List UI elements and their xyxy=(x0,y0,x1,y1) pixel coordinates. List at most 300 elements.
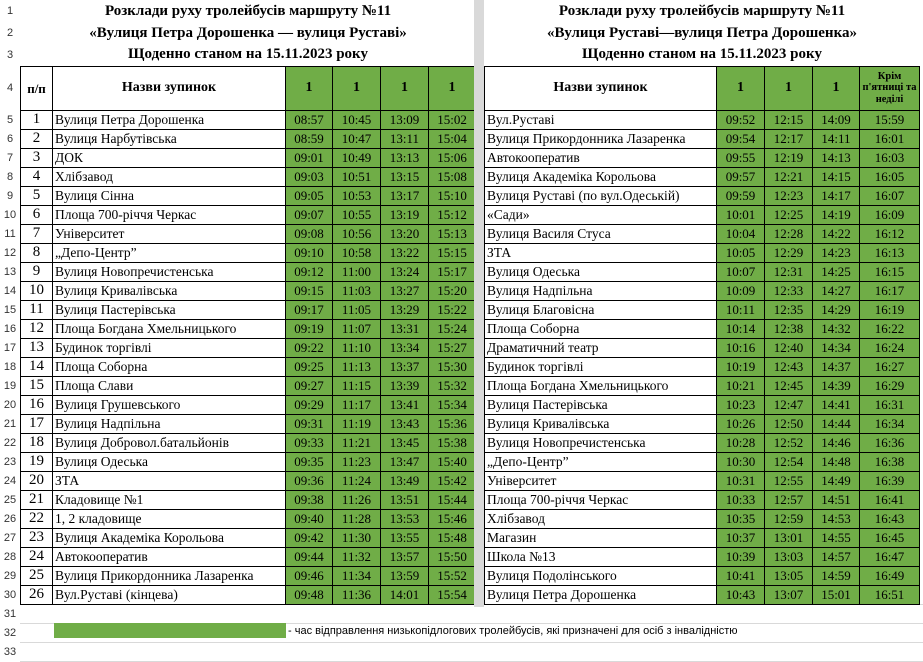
stop-number: 10 xyxy=(21,281,53,300)
row-number: 25 xyxy=(3,493,17,506)
departure-time: 13:31 xyxy=(381,319,429,338)
row-number: 23 xyxy=(3,455,17,468)
departure-time: 16:03 xyxy=(860,148,920,167)
departure-time: 09:12 xyxy=(286,262,333,281)
departure-time: 09:42 xyxy=(286,528,333,547)
right-col-stop-header: Назви зупинок xyxy=(485,66,717,110)
stop-name: Площа 700-річчя Черкас xyxy=(53,205,286,224)
stop-number: 23 xyxy=(21,528,53,547)
departure-time: 14:27 xyxy=(813,281,860,300)
departure-time: 10:21 xyxy=(717,376,765,395)
table-row xyxy=(485,357,920,376)
departure-time: 14:23 xyxy=(813,243,860,262)
table-row xyxy=(21,547,476,566)
departure-time: 13:37 xyxy=(381,357,429,376)
departure-time: 14:57 xyxy=(813,547,860,566)
departure-time: 15:24 xyxy=(429,319,476,338)
departure-time: 15:30 xyxy=(429,357,476,376)
stop-number: 26 xyxy=(21,585,53,604)
departure-time: 14:17 xyxy=(813,186,860,205)
stop-name: Вулиця Петра Дорошенка xyxy=(53,110,286,129)
stop-name: Вулиця Одеська xyxy=(485,262,717,281)
departure-time: 15:04 xyxy=(429,129,476,148)
right-schedule-table xyxy=(484,0,920,605)
departure-time: 13:09 xyxy=(381,110,429,129)
table-row xyxy=(21,357,476,376)
row-number: 12 xyxy=(3,246,17,259)
departure-time: 15:02 xyxy=(429,110,476,129)
departure-time: 16:41 xyxy=(860,490,920,509)
departure-time: 15:06 xyxy=(429,148,476,167)
departure-time: 10:26 xyxy=(717,414,765,433)
departure-time: 14:41 xyxy=(813,395,860,414)
departure-time: 14:59 xyxy=(813,566,860,585)
stop-name: Вулиця Сінна xyxy=(53,186,286,205)
stop-number: 9 xyxy=(21,262,53,281)
stop-number: 4 xyxy=(21,167,53,186)
row-number: 19 xyxy=(3,379,17,392)
departure-time: 16:19 xyxy=(860,300,920,319)
table-row xyxy=(485,433,920,452)
stop-name: Площа Соборна xyxy=(53,357,286,376)
departure-time: 12:59 xyxy=(765,509,813,528)
stop-name: „Депо-Центр” xyxy=(53,243,286,262)
departure-time: 14:11 xyxy=(813,129,860,148)
stop-name: Вул.Руставі (кінцева) xyxy=(53,585,286,604)
row-number: 3 xyxy=(6,49,14,61)
departure-time: 12:35 xyxy=(765,300,813,319)
table-row xyxy=(21,528,476,547)
right-title: Розклади руху тролейбусів маршруту №11 xyxy=(558,2,846,19)
table-row xyxy=(485,452,920,471)
departure-time: 10:43 xyxy=(717,585,765,604)
departure-time: 16:27 xyxy=(860,357,920,376)
departure-time: 16:36 xyxy=(860,433,920,452)
table-row xyxy=(21,585,476,604)
row-number: 16 xyxy=(3,322,17,335)
departure-time: 12:28 xyxy=(765,224,813,243)
table-row xyxy=(485,262,920,281)
stop-name: Вулиця Одеська xyxy=(53,452,286,471)
departure-time: 16:43 xyxy=(860,509,920,528)
stop-name: Вулиця Новопречистенська xyxy=(53,262,286,281)
table-row xyxy=(21,471,476,490)
departure-time: 10:33 xyxy=(717,490,765,509)
departure-time: 15:59 xyxy=(860,110,920,129)
table-row xyxy=(485,319,920,338)
departure-time: 11:26 xyxy=(333,490,381,509)
departure-time: 16:12 xyxy=(860,224,920,243)
departure-time: 10:04 xyxy=(717,224,765,243)
departure-time: 14:25 xyxy=(813,262,860,281)
departure-time: 14:09 xyxy=(813,110,860,129)
right-col-trip-header: 1 xyxy=(717,66,765,110)
stop-name: Площа Богдана Хмельницького xyxy=(485,376,717,395)
left-schedule-table xyxy=(20,0,476,605)
row-number: 13 xyxy=(3,265,17,278)
departure-time: 16:15 xyxy=(860,262,920,281)
table-row xyxy=(485,509,920,528)
stop-name: Автокооператив xyxy=(485,148,717,167)
departure-time: 09:25 xyxy=(286,357,333,376)
departure-time: 12:23 xyxy=(765,186,813,205)
departure-time: 16:34 xyxy=(860,414,920,433)
table-row xyxy=(21,243,476,262)
stop-name: Школа №13 xyxy=(485,547,717,566)
departure-time: 13:49 xyxy=(381,471,429,490)
table-row xyxy=(485,376,920,395)
departure-time: 11:13 xyxy=(333,357,381,376)
stop-name: «Сади» xyxy=(485,205,717,224)
departure-time: 13:34 xyxy=(381,338,429,357)
stop-name: Вулиця Добровол.батальйонів xyxy=(53,433,286,452)
stop-number: 24 xyxy=(21,547,53,566)
departure-time: 10:07 xyxy=(717,262,765,281)
table-row xyxy=(485,547,920,566)
table-row xyxy=(485,224,920,243)
departure-time: 11:10 xyxy=(333,338,381,357)
departure-time: 13:45 xyxy=(381,433,429,452)
table-row xyxy=(21,281,476,300)
departure-time: 13:20 xyxy=(381,224,429,243)
departure-time: 11:17 xyxy=(333,395,381,414)
table-row xyxy=(485,167,920,186)
stop-name: Університет xyxy=(53,224,286,243)
stop-name: Вулиця Прикордонника Лазаренка xyxy=(485,129,717,148)
right-route-direction: «Вулиця Руставі—вулиця Петра Дорошенка» xyxy=(547,24,857,41)
departure-time: 10:14 xyxy=(717,319,765,338)
departure-time: 13:27 xyxy=(381,281,429,300)
departure-time: 16:05 xyxy=(860,167,920,186)
stop-name: ЗТА xyxy=(485,243,717,262)
departure-time: 16:17 xyxy=(860,281,920,300)
departure-time: 15:44 xyxy=(429,490,476,509)
departure-time: 11:32 xyxy=(333,547,381,566)
table-row xyxy=(21,395,476,414)
table-row xyxy=(485,110,920,129)
departure-time: 16:38 xyxy=(860,452,920,471)
stop-number: 7 xyxy=(21,224,53,243)
stop-number: 20 xyxy=(21,471,53,490)
table-row xyxy=(21,452,476,471)
departure-time: 09:48 xyxy=(286,585,333,604)
left-route-direction: «Вулиця Петра Дорошенка — вулиця Руставі» xyxy=(89,24,407,41)
stop-name: Вулиця Академіка Корольова xyxy=(53,528,286,547)
departure-time: 12:55 xyxy=(765,471,813,490)
departure-time: 14:55 xyxy=(813,528,860,547)
stop-name: Хлібзавод xyxy=(53,167,286,186)
departure-time: 13:19 xyxy=(381,205,429,224)
departure-time: 16:09 xyxy=(860,205,920,224)
departure-time: 10:56 xyxy=(333,224,381,243)
stop-name: Драматичний театр xyxy=(485,338,717,357)
departure-time: 09:08 xyxy=(286,224,333,243)
row-number: 6 xyxy=(6,132,14,145)
stop-name: Вулиця Новопречистенська xyxy=(485,433,717,452)
departure-time: 12:38 xyxy=(765,319,813,338)
column-separator xyxy=(474,0,484,607)
left-col-stop-header: Назви зупинок xyxy=(53,66,286,110)
left-col-trip-header: 1 xyxy=(381,66,429,110)
stop-number: 18 xyxy=(21,433,53,452)
departure-time: 13:07 xyxy=(765,585,813,604)
departure-time: 14:37 xyxy=(813,357,860,376)
departure-time: 14:22 xyxy=(813,224,860,243)
table-row xyxy=(485,528,920,547)
departure-time: 15:08 xyxy=(429,167,476,186)
table-row xyxy=(21,300,476,319)
departure-time: 14:32 xyxy=(813,319,860,338)
stop-number: 15 xyxy=(21,376,53,395)
departure-time: 13:59 xyxy=(381,566,429,585)
departure-time: 16:45 xyxy=(860,528,920,547)
table-row xyxy=(21,148,476,167)
left-title: Розклади руху тролейбусів маршруту №11 xyxy=(104,2,392,19)
departure-time: 16:49 xyxy=(860,566,920,585)
departure-time: 14:13 xyxy=(813,148,860,167)
departure-time: 09:44 xyxy=(286,547,333,566)
stop-name: Вулиця Руставі (по вул.Одеській) xyxy=(485,186,717,205)
departure-time: 10:16 xyxy=(717,338,765,357)
stop-number: 19 xyxy=(21,452,53,471)
row-number: 4 xyxy=(6,82,14,94)
left-col-trip-header: 1 xyxy=(286,66,333,110)
departure-time: 16:24 xyxy=(860,338,920,357)
departure-time: 15:34 xyxy=(429,395,476,414)
row-number: 24 xyxy=(3,474,17,487)
row-number: 32 xyxy=(3,626,17,639)
departure-time: 16:39 xyxy=(860,471,920,490)
departure-time: 16:51 xyxy=(860,585,920,604)
departure-time: 09:07 xyxy=(286,205,333,224)
departure-time: 14:29 xyxy=(813,300,860,319)
departure-time: 10:28 xyxy=(717,433,765,452)
table-row xyxy=(485,243,920,262)
table-row xyxy=(21,509,476,528)
departure-time: 12:21 xyxy=(765,167,813,186)
departure-time: 13:24 xyxy=(381,262,429,281)
table-row xyxy=(21,414,476,433)
departure-time: 09:40 xyxy=(286,509,333,528)
departure-time: 12:17 xyxy=(765,129,813,148)
departure-time: 09:54 xyxy=(717,129,765,148)
stop-name: Університет xyxy=(485,471,717,490)
table-row xyxy=(21,129,476,148)
row-number: 8 xyxy=(6,170,14,183)
departure-time: 09:01 xyxy=(286,148,333,167)
stop-number: 2 xyxy=(21,129,53,148)
stop-name: Будинок торгівлі xyxy=(485,357,717,376)
departure-time: 11:03 xyxy=(333,281,381,300)
departure-time: 12:19 xyxy=(765,148,813,167)
left-col-trip-header: 1 xyxy=(429,66,476,110)
right-schedule xyxy=(484,0,920,605)
departure-time: 14:01 xyxy=(381,585,429,604)
stop-name: 1, 2 кладовище xyxy=(53,509,286,528)
departure-time: 13:39 xyxy=(381,376,429,395)
stop-name: Вулиця Благовісна xyxy=(485,300,717,319)
departure-time: 09:22 xyxy=(286,338,333,357)
departure-time: 11:28 xyxy=(333,509,381,528)
departure-time: 11:00 xyxy=(333,262,381,281)
departure-time: 09:36 xyxy=(286,471,333,490)
left-date-note: Щоденно станом на 15.11.2023 року xyxy=(128,46,368,63)
row-number: 30 xyxy=(3,588,17,601)
departure-time: 09:55 xyxy=(717,148,765,167)
table-row xyxy=(21,167,476,186)
departure-time: 08:59 xyxy=(286,129,333,148)
departure-time: 14:44 xyxy=(813,414,860,433)
row-number: 27 xyxy=(3,531,17,544)
departure-time: 14:49 xyxy=(813,471,860,490)
departure-time: 15:12 xyxy=(429,205,476,224)
departure-time: 15:40 xyxy=(429,452,476,471)
departure-time: 15:38 xyxy=(429,433,476,452)
departure-time: 13:51 xyxy=(381,490,429,509)
departure-time: 11:30 xyxy=(333,528,381,547)
right-date-note: Щоденно станом на 15.11.2023 року xyxy=(582,46,822,63)
table-row xyxy=(21,224,476,243)
departure-time: 10:39 xyxy=(717,547,765,566)
row-number: 18 xyxy=(3,360,17,373)
departure-time: 13:22 xyxy=(381,243,429,262)
departure-time: 13:43 xyxy=(381,414,429,433)
table-row xyxy=(21,110,476,129)
departure-time: 09:35 xyxy=(286,452,333,471)
departure-time: 13:03 xyxy=(765,547,813,566)
table-row xyxy=(21,262,476,281)
departure-time: 11:05 xyxy=(333,300,381,319)
stop-number: 13 xyxy=(21,338,53,357)
legend-color-swatch xyxy=(54,623,286,638)
departure-time: 12:45 xyxy=(765,376,813,395)
departure-time: 15:17 xyxy=(429,262,476,281)
row-number: 33 xyxy=(3,645,17,658)
departure-time: 10:23 xyxy=(717,395,765,414)
departure-time: 11:36 xyxy=(333,585,381,604)
stop-number: 25 xyxy=(21,566,53,585)
departure-time: 10:53 xyxy=(333,186,381,205)
stop-name: Вулиця Кривалівська xyxy=(485,414,717,433)
table-row xyxy=(485,471,920,490)
right-col-trip-header: 1 xyxy=(765,66,813,110)
departure-time: 12:54 xyxy=(765,452,813,471)
departure-time: 13:13 xyxy=(381,148,429,167)
stop-number: 8 xyxy=(21,243,53,262)
departure-time: 15:48 xyxy=(429,528,476,547)
departure-time: 12:25 xyxy=(765,205,813,224)
departure-time: 09:59 xyxy=(717,186,765,205)
stop-name: ЗТА xyxy=(53,471,286,490)
departure-time: 14:51 xyxy=(813,490,860,509)
right-col-exception-header: Крім п'ятниці та неділі xyxy=(860,66,920,110)
departure-time: 11:15 xyxy=(333,376,381,395)
table-row xyxy=(485,566,920,585)
departure-time: 09:38 xyxy=(286,490,333,509)
departure-time: 11:21 xyxy=(333,433,381,452)
left-col-number-header: п/п xyxy=(21,66,53,110)
departure-time: 09:31 xyxy=(286,414,333,433)
table-row xyxy=(21,490,476,509)
departure-time: 09:33 xyxy=(286,433,333,452)
departure-time: 16:31 xyxy=(860,395,920,414)
left-schedule xyxy=(20,0,476,605)
table-row xyxy=(21,319,476,338)
stop-name: Площа Слави xyxy=(53,376,286,395)
stop-number: 14 xyxy=(21,357,53,376)
departure-time: 16:47 xyxy=(860,547,920,566)
departure-time: 10:30 xyxy=(717,452,765,471)
stop-name: „Депо-Центр” xyxy=(485,452,717,471)
departure-time: 09:27 xyxy=(286,376,333,395)
table-row xyxy=(485,129,920,148)
stop-name: Вулиця Надпільна xyxy=(485,281,717,300)
stop-name: Площа Богдана Хмельницького xyxy=(53,319,286,338)
departure-time: 11:07 xyxy=(333,319,381,338)
departure-time: 15:27 xyxy=(429,338,476,357)
stop-name: Хлібзавод xyxy=(485,509,717,528)
departure-time: 09:29 xyxy=(286,395,333,414)
departure-time: 15:36 xyxy=(429,414,476,433)
table-row xyxy=(485,395,920,414)
table-row xyxy=(485,300,920,319)
table-row xyxy=(21,376,476,395)
row-number: 10 xyxy=(3,208,17,221)
departure-time: 12:52 xyxy=(765,433,813,452)
departure-time: 10:35 xyxy=(717,509,765,528)
departure-time: 15:54 xyxy=(429,585,476,604)
stop-number: 5 xyxy=(21,186,53,205)
departure-time: 15:32 xyxy=(429,376,476,395)
table-row xyxy=(21,186,476,205)
row-number: 31 xyxy=(3,607,17,620)
departure-time: 16:07 xyxy=(860,186,920,205)
row-number: 5 xyxy=(6,113,14,126)
stop-number: 17 xyxy=(21,414,53,433)
row-gridline xyxy=(20,642,923,643)
table-row xyxy=(485,338,920,357)
departure-time: 15:15 xyxy=(429,243,476,262)
departure-time: 12:57 xyxy=(765,490,813,509)
stop-name: Автокооператив xyxy=(53,547,286,566)
stop-name: Вулиця Грушевського xyxy=(53,395,286,414)
departure-time: 09:46 xyxy=(286,566,333,585)
departure-time: 13:57 xyxy=(381,547,429,566)
departure-time: 09:03 xyxy=(286,167,333,186)
departure-time: 13:41 xyxy=(381,395,429,414)
table-row xyxy=(485,490,920,509)
departure-time: 10:31 xyxy=(717,471,765,490)
stop-name: ДОК xyxy=(53,148,286,167)
stop-number: 11 xyxy=(21,300,53,319)
departure-time: 08:57 xyxy=(286,110,333,129)
departure-time: 09:15 xyxy=(286,281,333,300)
departure-time: 16:22 xyxy=(860,319,920,338)
departure-time: 10:51 xyxy=(333,167,381,186)
row-number: 2 xyxy=(6,27,14,39)
departure-time: 14:19 xyxy=(813,205,860,224)
row-number: 20 xyxy=(3,398,17,411)
departure-time: 15:13 xyxy=(429,224,476,243)
departure-time: 14:48 xyxy=(813,452,860,471)
departure-time: 11:34 xyxy=(333,566,381,585)
departure-time: 09:17 xyxy=(286,300,333,319)
stop-number: 3 xyxy=(21,148,53,167)
departure-time: 14:15 xyxy=(813,167,860,186)
row-number: 21 xyxy=(3,417,17,430)
table-row xyxy=(21,566,476,585)
departure-time: 09:52 xyxy=(717,110,765,129)
